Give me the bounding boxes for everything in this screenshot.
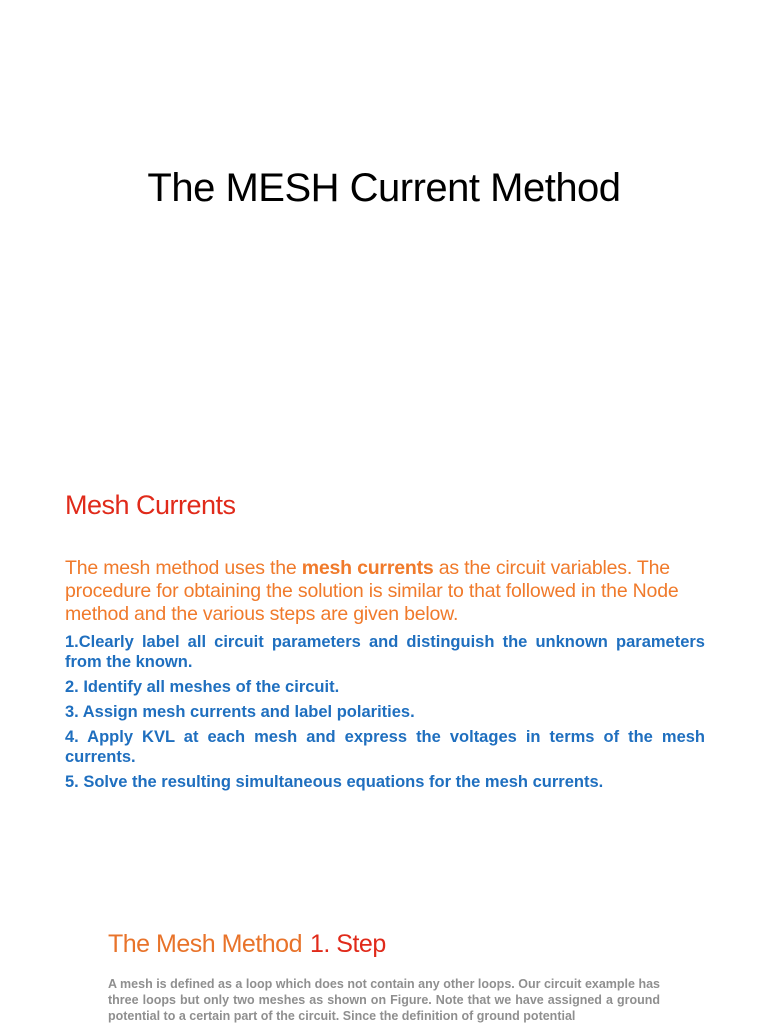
steps-list	[65, 632, 705, 797]
mesh-method-heading-title: The Mesh Method	[108, 930, 302, 958]
step-item: 5. Solve the resulting simultaneous equations for the mesh currents.	[65, 773, 604, 791]
mesh-currents-heading: Mesh Currents	[65, 490, 236, 520]
page-title: The MESH Current Method	[147, 166, 621, 210]
step-item: 4. Apply KVL at each mesh and express the voltages in terms of the mesh currents.	[65, 728, 705, 766]
mesh-currents-intro	[65, 557, 705, 626]
mesh-method-body: A mesh is defined as a loop which does not contain any other loops. Our circuit example has three loops but only two meshes as shown on Figure. Note that we have assigned a ground potential to a certain part of the circuit. Since the definition of ground potential	[108, 977, 660, 1023]
step-item: 3. Assign mesh currents and label polarities.	[65, 703, 415, 721]
intro-text-end: as the circuit variables. The procedure for obtaining the solution is similar to that followed in the Node method and the various steps are given below.	[65, 557, 679, 625]
mesh-method-heading	[108, 930, 386, 959]
step-item: 2. Identify all meshes of the circuit.	[65, 678, 340, 696]
mesh-method-heading-step: 1. Step	[310, 930, 386, 958]
intro-text-start: The mesh method uses the	[65, 557, 302, 579]
step-item: 1.Clearly label all circuit parameters and distinguish the unknown parameters from the known.	[65, 633, 705, 671]
intro-text-bold: mesh currents	[301, 557, 434, 579]
